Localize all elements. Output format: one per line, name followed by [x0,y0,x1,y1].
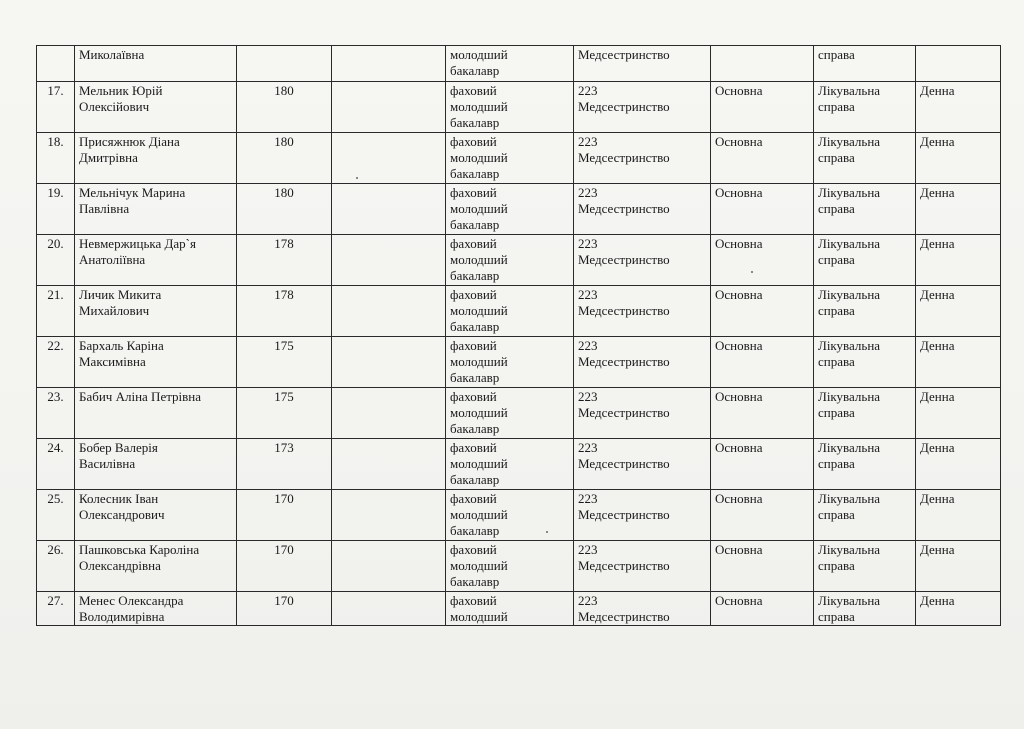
program-cell: Лікувальна справа [814,184,916,235]
study-form-cell: Денна [916,337,1001,388]
row-number: 25. [37,490,75,541]
applicant-score: 170 [237,592,332,626]
table-row [37,286,1001,337]
applicant-name: Мельник Юрій Олексійович [75,82,237,133]
program-cell: Лікувальна справа [814,592,916,626]
basis-cell: Основна [711,133,814,184]
specialty-cell: 223 Медсестринство [574,337,711,388]
scan-speck [356,177,358,179]
basis-cell: Основна [711,541,814,592]
table-row [37,439,1001,490]
degree-cell: фаховий молодший бакалавр [446,388,574,439]
applicant-name: Менес Олександра Володимирівна [75,592,237,626]
basis-cell [711,46,814,82]
extra-cell [332,82,446,133]
basis-cell: Основна [711,592,814,626]
row-number: 19. [37,184,75,235]
applicant-score [237,46,332,82]
table-row [37,541,1001,592]
table-row [37,133,1001,184]
program-cell: Лікувальна справа [814,439,916,490]
table-row [37,46,1001,82]
applicant-name: Мельнічук Марина Павлівна [75,184,237,235]
specialty-cell: 223 Медсестринство [574,286,711,337]
extra-cell [332,286,446,337]
applicants-table [36,45,1001,626]
row-number [37,46,75,82]
row-number: 17. [37,82,75,133]
specialty-cell: 223 Медсестринство [574,388,711,439]
program-cell: Лікувальна справа [814,490,916,541]
study-form-cell [916,46,1001,82]
degree-cell: фаховий молодший бакалавр [446,541,574,592]
degree-cell: фаховий молодший бакалавр [446,133,574,184]
specialty-cell: 223 Медсестринство [574,592,711,626]
applicant-name: Пашковська Кароліна Олександрівна [75,541,237,592]
table-row [37,184,1001,235]
basis-cell: Основна [711,286,814,337]
applicant-score: 180 [237,184,332,235]
study-form-cell: Денна [916,184,1001,235]
study-form-cell: Денна [916,235,1001,286]
applicant-score: 173 [237,439,332,490]
applicant-name: Бобер Валерія Василівна [75,439,237,490]
row-number: 22. [37,337,75,388]
extra-cell [332,133,446,184]
applicant-score: 170 [237,541,332,592]
degree-cell: молодший бакалавр [446,46,574,82]
applicant-score: 175 [237,388,332,439]
applicant-score: 178 [237,235,332,286]
table-row [37,388,1001,439]
applicant-name: Бархаль Каріна Максимівна [75,337,237,388]
specialty-cell: 223 Медсестринство [574,133,711,184]
row-number: 21. [37,286,75,337]
degree-cell: фаховий молодший бакалавр [446,82,574,133]
applicant-name: Личик Микита Михайлович [75,286,237,337]
basis-cell: Основна [711,388,814,439]
specialty-cell: Медсестринство [574,46,711,82]
extra-cell [332,541,446,592]
specialty-cell: 223 Медсестринство [574,235,711,286]
study-form-cell: Денна [916,592,1001,626]
row-number: 18. [37,133,75,184]
basis-cell: Основна [711,439,814,490]
study-form-cell: Денна [916,388,1001,439]
basis-cell: Основна [711,337,814,388]
specialty-cell: 223 Медсестринство [574,82,711,133]
row-number: 24. [37,439,75,490]
row-number: 27. [37,592,75,626]
specialty-cell: 223 Медсестринство [574,541,711,592]
study-form-cell: Денна [916,133,1001,184]
extra-cell [332,388,446,439]
program-cell: Лікувальна справа [814,133,916,184]
extra-cell [332,592,446,626]
specialty-cell: 223 Медсестринство [574,490,711,541]
study-form-cell: Денна [916,541,1001,592]
extra-cell [332,337,446,388]
program-cell: Лікувальна справа [814,541,916,592]
row-number: 23. [37,388,75,439]
specialty-cell: 223 Медсестринство [574,439,711,490]
table-row [37,337,1001,388]
specialty-cell: 223 Медсестринство [574,184,711,235]
extra-cell [332,46,446,82]
table-row [37,235,1001,286]
basis-cell: Основна [711,235,814,286]
basis-cell: Основна [711,82,814,133]
degree-cell: фаховий молодший бакалавр [446,337,574,388]
applicant-score: 180 [237,82,332,133]
program-cell: Лікувальна справа [814,388,916,439]
applicant-name: Невмержицька Дар`я Анатоліївна [75,235,237,286]
program-cell: Лікувальна справа [814,286,916,337]
applicant-score: 175 [237,337,332,388]
table-row [37,592,1001,626]
applicant-score: 180 [237,133,332,184]
study-form-cell: Денна [916,439,1001,490]
program-cell: Лікувальна справа [814,337,916,388]
row-number: 26. [37,541,75,592]
extra-cell [332,490,446,541]
extra-cell [332,235,446,286]
table-row [37,82,1001,133]
table-row [37,490,1001,541]
basis-cell: Основна [711,490,814,541]
applicant-name: Бабич Аліна Петрівна [75,388,237,439]
degree-cell: фаховий молодший бакалавр [446,184,574,235]
row-number: 20. [37,235,75,286]
degree-cell: фаховий молодший бакалавр [446,439,574,490]
program-cell: справа [814,46,916,82]
program-cell: Лікувальна справа [814,235,916,286]
scan-speck [751,271,753,273]
study-form-cell: Денна [916,82,1001,133]
applicant-score: 178 [237,286,332,337]
degree-cell: фаховий молодший [446,592,574,626]
applicant-name: Колесник Іван Олександрович [75,490,237,541]
scan-speck [546,531,548,533]
extra-cell [332,184,446,235]
degree-cell: фаховий молодший бакалавр [446,286,574,337]
extra-cell [332,439,446,490]
study-form-cell: Денна [916,490,1001,541]
applicants-table-body [37,46,1001,626]
basis-cell: Основна [711,184,814,235]
applicant-name: Присяжнюк Діана Дмитрівна [75,133,237,184]
study-form-cell: Денна [916,286,1001,337]
applicant-name: Миколаївна [75,46,237,82]
program-cell: Лікувальна справа [814,82,916,133]
degree-cell: фаховий молодший бакалавр [446,235,574,286]
applicant-score: 170 [237,490,332,541]
degree-cell: фаховий молодший бакалавр [446,490,574,541]
